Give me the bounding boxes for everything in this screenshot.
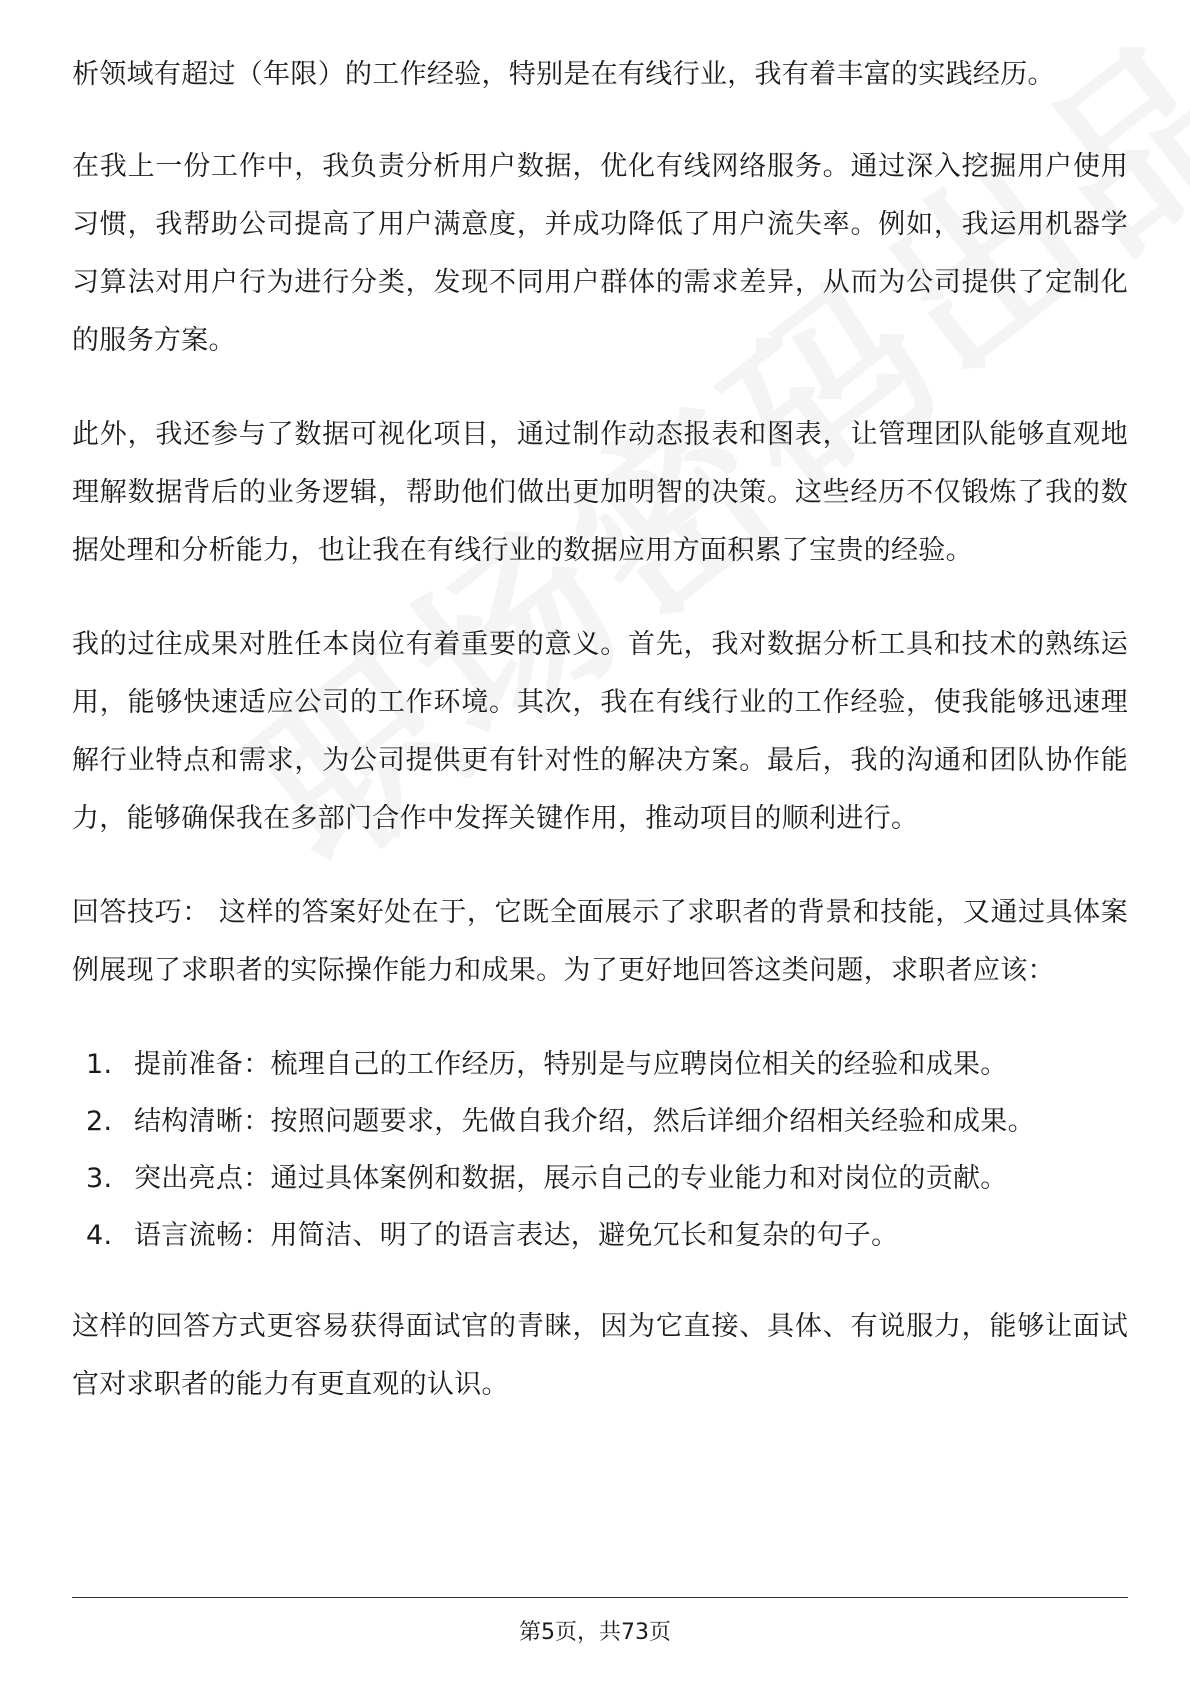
list-item — [72, 1036, 1128, 1093]
document-body — [72, 46, 1128, 1450]
paragraph-3: 此外，我还参与了数据可视化项目，通过制作动态报表和图表，让管理团队能够直观地理解数据背后的业务逻辑，帮助他们做出更加明智的决策。这些经历不仅锻炼了我的数据处理和分析能力，也让我在有线行业的数据应用方面积累了宝贵的经验。 — [72, 419, 1128, 566]
list-item-text: 提前准备：梳理自己的工作经历，特别是与应聘岗位相关的经验和成果。 — [134, 1049, 1008, 1080]
list-item-text: 语言流畅：用简洁、明了的语言表达，避免冗长和复杂的句子。 — [134, 1220, 899, 1251]
paragraph-1: 析领域有超过（年限）的工作经验，特别是在有线行业，我有着丰富的实践经历。 — [72, 59, 1055, 90]
list-item — [72, 1207, 1128, 1264]
paragraph-2: 在我上一份工作中，我负责分析用户数据，优化有线网络服务。通过深入挖掘用户使用习惯，我帮助公司提高了用户满意度，并成功降低了用户流失率。例如，我运用机器学习算法对用户行为进行分类，发现不同用户群体的需求差异，从而为公司提供了定制化的服务方案。 — [72, 151, 1128, 356]
list-item-number: 4. — [86, 1220, 113, 1251]
tips-list — [72, 1036, 1128, 1264]
list-item-number: 2. — [86, 1106, 113, 1137]
footer-divider — [72, 1597, 1128, 1598]
list-item — [72, 1150, 1128, 1207]
list-item-number: 3. — [86, 1163, 113, 1194]
list-item-text: 突出亮点：通过具体案例和数据，展示自己的专业能力和对岗位的贡献。 — [134, 1163, 1008, 1194]
list-item-text: 结构清晰：按照问题要求，先做自我介绍，然后详细介绍相关经验和成果。 — [134, 1106, 1035, 1137]
list-item-number: 1. — [86, 1049, 113, 1080]
closing-paragraph: 这样的回答方式更容易获得面试官的青睐，因为它直接、具体、有说服力，能够让面试官对求职者的能力有更直观的认识。 — [72, 1311, 1128, 1400]
page-number: 第5页，共73页 — [519, 1620, 671, 1645]
paragraph-4: 我的过往成果对胜任本岗位有着重要的意义。首先，我对数据分析工具和技术的熟练运用，能够快速适应公司的工作环境。其次，我在有线行业的工作经验，使我能够迅速理解行业特点和需求，为公司提供更有针对性的解决方案。最后，我的沟通和团队协作能力，能够确保我在多部门合作中发挥关键作用，推动项目的顺利进行。 — [72, 629, 1128, 834]
answer-tips-paragraph: 回答技巧： 这样的答案好处在于，它既全面展示了求职者的背景和技能，又通过具体案例展现了求职者的实际操作能力和成果。为了更好地回答这类问题，求职者应该： — [72, 897, 1128, 986]
list-item — [72, 1093, 1128, 1150]
